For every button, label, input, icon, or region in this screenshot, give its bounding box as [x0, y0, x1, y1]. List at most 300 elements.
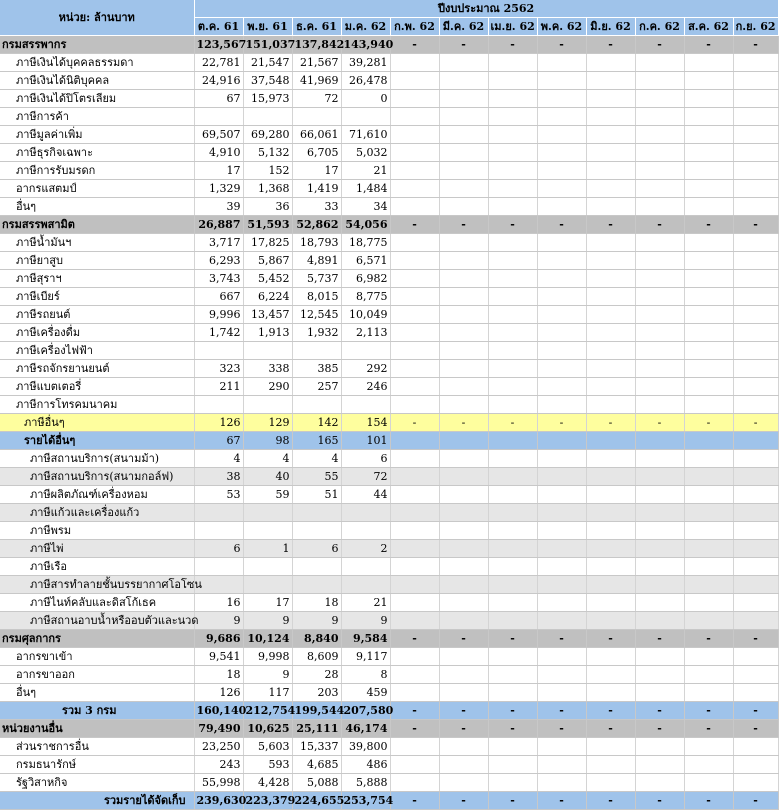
row-label: ภาษีรถยนต์ — [0, 306, 194, 324]
table-row — [0, 306, 778, 324]
row-label: อื่นๆ — [0, 684, 194, 702]
table-cell — [537, 270, 586, 288]
table-row — [0, 756, 778, 774]
table-cell — [635, 126, 684, 144]
table-cell — [488, 522, 537, 540]
table-cell: 6 — [292, 540, 341, 558]
table-cell: - — [390, 792, 439, 810]
table-cell — [586, 144, 635, 162]
table-cell: 1,913 — [243, 324, 292, 342]
table-cell — [684, 360, 733, 378]
table-cell: 1,742 — [194, 324, 243, 342]
table-cell: 152 — [243, 162, 292, 180]
table-cell: - — [733, 720, 778, 738]
table-cell — [439, 594, 488, 612]
table-cell — [488, 90, 537, 108]
table-cell: 33 — [292, 198, 341, 216]
table-cell: 51 — [292, 486, 341, 504]
table-cell: 5,132 — [243, 144, 292, 162]
row-label: ภาษีเบียร์ — [0, 288, 194, 306]
table-cell — [537, 234, 586, 252]
table-cell — [733, 468, 778, 486]
table-cell — [488, 468, 537, 486]
table-cell — [439, 54, 488, 72]
table-cell — [537, 252, 586, 270]
table-cell — [733, 324, 778, 342]
table-cell — [439, 684, 488, 702]
table-cell: - — [537, 216, 586, 234]
table-row — [0, 108, 778, 126]
table-cell — [390, 558, 439, 576]
table-cell: 4,685 — [292, 756, 341, 774]
table-cell — [635, 72, 684, 90]
table-cell: - — [733, 36, 778, 54]
table-cell — [635, 666, 684, 684]
table-cell: 6,224 — [243, 288, 292, 306]
row-label: อากรแสตมป์ — [0, 180, 194, 198]
table-cell: 257 — [292, 378, 341, 396]
table-cell: 8,840 — [292, 630, 341, 648]
table-cell — [635, 288, 684, 306]
table-row — [0, 540, 778, 558]
table-row — [0, 342, 778, 360]
table-cell — [684, 162, 733, 180]
table-row — [0, 432, 778, 450]
table-row — [0, 738, 778, 756]
table-cell — [488, 504, 537, 522]
table-cell — [684, 432, 733, 450]
table-cell — [439, 72, 488, 90]
table-cell — [586, 432, 635, 450]
row-label: หน่วยงานอื่น — [0, 720, 194, 738]
table-cell — [635, 180, 684, 198]
table-cell — [733, 756, 778, 774]
table-cell — [243, 522, 292, 540]
table-cell — [733, 54, 778, 72]
row-label: ภาษีไพ่ — [0, 540, 194, 558]
table-cell: 5,888 — [341, 774, 390, 792]
table-cell: 9 — [243, 666, 292, 684]
table-cell — [537, 504, 586, 522]
table-cell: 9,584 — [341, 630, 390, 648]
table-cell — [537, 774, 586, 792]
table-cell: 55 — [292, 468, 341, 486]
table-cell — [292, 558, 341, 576]
table-cell — [733, 774, 778, 792]
table-cell: 10,124 — [243, 630, 292, 648]
table-cell: 224,655 — [292, 792, 341, 810]
table-cell: 4 — [243, 450, 292, 468]
table-cell: 5,452 — [243, 270, 292, 288]
table-cell — [537, 108, 586, 126]
table-cell — [488, 666, 537, 684]
table-cell — [390, 234, 439, 252]
table-cell: 126 — [194, 684, 243, 702]
table-cell — [733, 504, 778, 522]
table-cell: - — [390, 216, 439, 234]
table-cell: 6,705 — [292, 144, 341, 162]
table-cell — [586, 342, 635, 360]
table-cell — [684, 576, 733, 594]
table-cell — [733, 162, 778, 180]
table-cell — [439, 360, 488, 378]
table-cell: 22,781 — [194, 54, 243, 72]
table-cell — [439, 504, 488, 522]
table-cell: 9 — [292, 612, 341, 630]
table-cell: - — [488, 414, 537, 432]
table-cell: - — [733, 630, 778, 648]
table-cell — [635, 648, 684, 666]
table-cell: - — [635, 36, 684, 54]
table-cell: 10,625 — [243, 720, 292, 738]
table-cell: - — [586, 720, 635, 738]
table-cell — [390, 108, 439, 126]
row-label: อากรขาเข้า — [0, 648, 194, 666]
table-cell: 13,457 — [243, 306, 292, 324]
table-row — [0, 720, 778, 738]
table-cell — [537, 288, 586, 306]
table-cell — [635, 594, 684, 612]
table-cell: - — [488, 216, 537, 234]
table-cell — [635, 576, 684, 594]
table-cell: - — [684, 792, 733, 810]
table-cell — [733, 540, 778, 558]
table-cell: - — [684, 720, 733, 738]
fiscal-year-header: ปีงบประมาณ 2562 — [194, 0, 778, 18]
table-cell — [341, 396, 390, 414]
table-cell — [733, 558, 778, 576]
table-cell — [537, 540, 586, 558]
table-cell — [586, 324, 635, 342]
month-header: มิ.ย. 62 — [586, 18, 635, 36]
row-label: ภาษีเงินได้บุคคลธรรมดา — [0, 54, 194, 72]
table-row — [0, 270, 778, 288]
table-cell — [243, 504, 292, 522]
table-cell — [292, 108, 341, 126]
table-cell — [733, 234, 778, 252]
table-cell — [488, 432, 537, 450]
row-label: ภาษีเรือ — [0, 558, 194, 576]
table-cell: 292 — [341, 360, 390, 378]
table-cell — [684, 612, 733, 630]
table-cell — [635, 198, 684, 216]
table-cell: 4 — [292, 450, 341, 468]
table-cell — [684, 180, 733, 198]
table-cell — [635, 774, 684, 792]
table-cell — [439, 738, 488, 756]
table-cell — [537, 522, 586, 540]
table-cell — [439, 522, 488, 540]
table-cell: - — [488, 792, 537, 810]
table-cell — [488, 738, 537, 756]
table-cell — [341, 576, 390, 594]
table-cell — [635, 378, 684, 396]
table-row — [0, 630, 778, 648]
table-cell — [341, 342, 390, 360]
table-cell — [488, 198, 537, 216]
table-cell — [292, 522, 341, 540]
table-cell — [439, 108, 488, 126]
table-cell — [439, 666, 488, 684]
table-cell: 459 — [341, 684, 390, 702]
row-label: อื่นๆ — [0, 198, 194, 216]
table-cell: 137,842 — [292, 36, 341, 54]
table-row — [0, 666, 778, 684]
table-cell: 46,174 — [341, 720, 390, 738]
table-cell — [488, 360, 537, 378]
table-cell: 41,969 — [292, 72, 341, 90]
table-row — [0, 396, 778, 414]
table-cell — [194, 342, 243, 360]
table-cell — [586, 666, 635, 684]
table-cell: - — [537, 414, 586, 432]
table-cell: - — [635, 720, 684, 738]
table-cell — [684, 54, 733, 72]
table-cell — [243, 342, 292, 360]
table-cell — [390, 180, 439, 198]
table-cell — [488, 594, 537, 612]
month-header: มี.ค. 62 — [439, 18, 488, 36]
table-cell — [537, 684, 586, 702]
table-cell — [586, 360, 635, 378]
table-cell: - — [488, 702, 537, 720]
table-cell — [684, 468, 733, 486]
table-cell: - — [733, 792, 778, 810]
table-cell: - — [537, 720, 586, 738]
table-cell: 59 — [243, 486, 292, 504]
table-cell — [537, 576, 586, 594]
table-cell — [488, 684, 537, 702]
table-cell: 143,940 — [341, 36, 390, 54]
table-cell — [390, 684, 439, 702]
table-cell — [390, 378, 439, 396]
table-row — [0, 468, 778, 486]
table-cell: 53 — [194, 486, 243, 504]
table-cell: - — [684, 216, 733, 234]
table-cell: 239,630 — [194, 792, 243, 810]
row-label: ภาษีไนท์คลับและดิสโก้เธค — [0, 594, 194, 612]
table-cell — [586, 684, 635, 702]
table-cell — [635, 684, 684, 702]
table-cell: 6,293 — [194, 252, 243, 270]
table-cell — [635, 270, 684, 288]
table-cell — [439, 90, 488, 108]
table-cell: - — [488, 630, 537, 648]
table-cell: 3,743 — [194, 270, 243, 288]
table-cell — [537, 594, 586, 612]
row-label: ภาษีการโทรคมนาคม — [0, 396, 194, 414]
table-cell — [488, 270, 537, 288]
row-label: ภาษีน้ำมันฯ — [0, 234, 194, 252]
table-row — [0, 54, 778, 72]
table-cell: 17,825 — [243, 234, 292, 252]
month-header: ก.ย. 62 — [733, 18, 778, 36]
table-cell — [733, 666, 778, 684]
table-cell — [194, 504, 243, 522]
table-cell: 3,717 — [194, 234, 243, 252]
table-cell — [586, 576, 635, 594]
table-cell: 151,037 — [243, 36, 292, 54]
table-cell — [537, 558, 586, 576]
table-cell — [439, 378, 488, 396]
row-label: ภาษีสถานบริการ(สนามกอล์ฟ) — [0, 468, 194, 486]
month-header: ก.ค. 62 — [635, 18, 684, 36]
month-header: ก.พ. 62 — [390, 18, 439, 36]
table-cell — [390, 198, 439, 216]
table-cell: - — [586, 216, 635, 234]
table-cell — [439, 270, 488, 288]
table-cell: - — [390, 414, 439, 432]
table-cell — [635, 540, 684, 558]
table-cell — [586, 72, 635, 90]
table-cell: 25,111 — [292, 720, 341, 738]
table-cell — [684, 306, 733, 324]
table-cell — [537, 486, 586, 504]
table-cell — [390, 396, 439, 414]
table-cell — [537, 72, 586, 90]
table-cell — [635, 162, 684, 180]
table-cell — [586, 540, 635, 558]
table-row — [0, 72, 778, 90]
table-cell: - — [439, 720, 488, 738]
table-cell — [733, 378, 778, 396]
table-cell: - — [733, 702, 778, 720]
table-row — [0, 144, 778, 162]
table-cell: 5,088 — [292, 774, 341, 792]
table-cell — [537, 306, 586, 324]
table-cell — [586, 270, 635, 288]
table-cell: 44 — [341, 486, 390, 504]
table-cell: - — [635, 702, 684, 720]
table-cell — [635, 108, 684, 126]
row-label: กรมสรรพากร — [0, 36, 194, 54]
table-cell: 98 — [243, 432, 292, 450]
table-cell — [439, 306, 488, 324]
table-row — [0, 378, 778, 396]
table-cell: - — [586, 792, 635, 810]
table-cell: - — [586, 36, 635, 54]
table-cell — [488, 612, 537, 630]
table-cell — [684, 666, 733, 684]
table-cell: 67 — [194, 432, 243, 450]
table-cell: - — [390, 720, 439, 738]
table-cell — [439, 450, 488, 468]
table-cell — [488, 72, 537, 90]
table-cell: 40 — [243, 468, 292, 486]
row-label: ภาษีแก้วและเครื่องแก้ว — [0, 504, 194, 522]
table-cell — [390, 360, 439, 378]
table-cell — [488, 648, 537, 666]
table-cell — [733, 684, 778, 702]
table-cell — [537, 378, 586, 396]
table-cell — [439, 468, 488, 486]
table-cell: 160,140 — [194, 702, 243, 720]
table-cell: 18 — [194, 666, 243, 684]
row-label: ภาษีสถานอาบน้ำหรืออบตัวและนวด — [0, 612, 194, 630]
table-cell — [684, 288, 733, 306]
table-cell — [194, 108, 243, 126]
table-cell — [586, 504, 635, 522]
table-cell — [439, 432, 488, 450]
row-label: ภาษีแบตเตอรี่ — [0, 378, 194, 396]
table-cell: 38 — [194, 468, 243, 486]
row-label: ภาษีผลิตภัณฑ์เครื่องหอม — [0, 486, 194, 504]
table-cell — [390, 648, 439, 666]
table-cell — [537, 90, 586, 108]
table-cell — [390, 450, 439, 468]
table-cell: - — [488, 720, 537, 738]
table-cell: 16 — [194, 594, 243, 612]
table-cell — [488, 342, 537, 360]
table-row — [0, 198, 778, 216]
table-cell — [684, 342, 733, 360]
table-cell: 593 — [243, 756, 292, 774]
table-cell: 10,049 — [341, 306, 390, 324]
table-cell — [537, 738, 586, 756]
table-cell: 28 — [292, 666, 341, 684]
table-cell: 34 — [341, 198, 390, 216]
table-cell: 39,800 — [341, 738, 390, 756]
table-cell — [488, 162, 537, 180]
table-cell — [439, 540, 488, 558]
table-cell — [733, 270, 778, 288]
table-cell: 142 — [292, 414, 341, 432]
table-cell — [586, 756, 635, 774]
table-cell — [586, 468, 635, 486]
table-cell: 4,910 — [194, 144, 243, 162]
table-cell — [733, 288, 778, 306]
table-cell: 21,567 — [292, 54, 341, 72]
table-cell — [390, 666, 439, 684]
table-cell: 212,754 — [243, 702, 292, 720]
table-cell — [684, 756, 733, 774]
table-cell: 72 — [292, 90, 341, 108]
table-cell — [390, 144, 439, 162]
table-cell: - — [635, 792, 684, 810]
table-cell — [635, 252, 684, 270]
table-cell: 26,478 — [341, 72, 390, 90]
table-cell — [390, 432, 439, 450]
table-cell: 9 — [341, 612, 390, 630]
table-cell: 26,887 — [194, 216, 243, 234]
table-cell — [635, 324, 684, 342]
table-cell — [537, 468, 586, 486]
table-cell — [586, 108, 635, 126]
table-row — [0, 648, 778, 666]
table-cell — [488, 288, 537, 306]
row-label: ภาษีเงินได้นิติบุคคล — [0, 72, 194, 90]
table-cell — [684, 504, 733, 522]
table-cell: 8,015 — [292, 288, 341, 306]
table-cell — [390, 594, 439, 612]
table-cell — [488, 54, 537, 72]
table-cell — [684, 126, 733, 144]
row-label: ภาษีการรับมรดก — [0, 162, 194, 180]
table-cell: 69,507 — [194, 126, 243, 144]
table-cell: 101 — [341, 432, 390, 450]
table-cell: 1 — [243, 540, 292, 558]
table-cell — [292, 342, 341, 360]
table-cell — [537, 450, 586, 468]
table-cell — [733, 612, 778, 630]
table-cell: 21,547 — [243, 54, 292, 72]
table-row — [0, 612, 778, 630]
table-cell: - — [586, 414, 635, 432]
table-cell — [586, 594, 635, 612]
table-cell — [684, 648, 733, 666]
row-label: ภาษีการค้า — [0, 108, 194, 126]
table-cell: 338 — [243, 360, 292, 378]
